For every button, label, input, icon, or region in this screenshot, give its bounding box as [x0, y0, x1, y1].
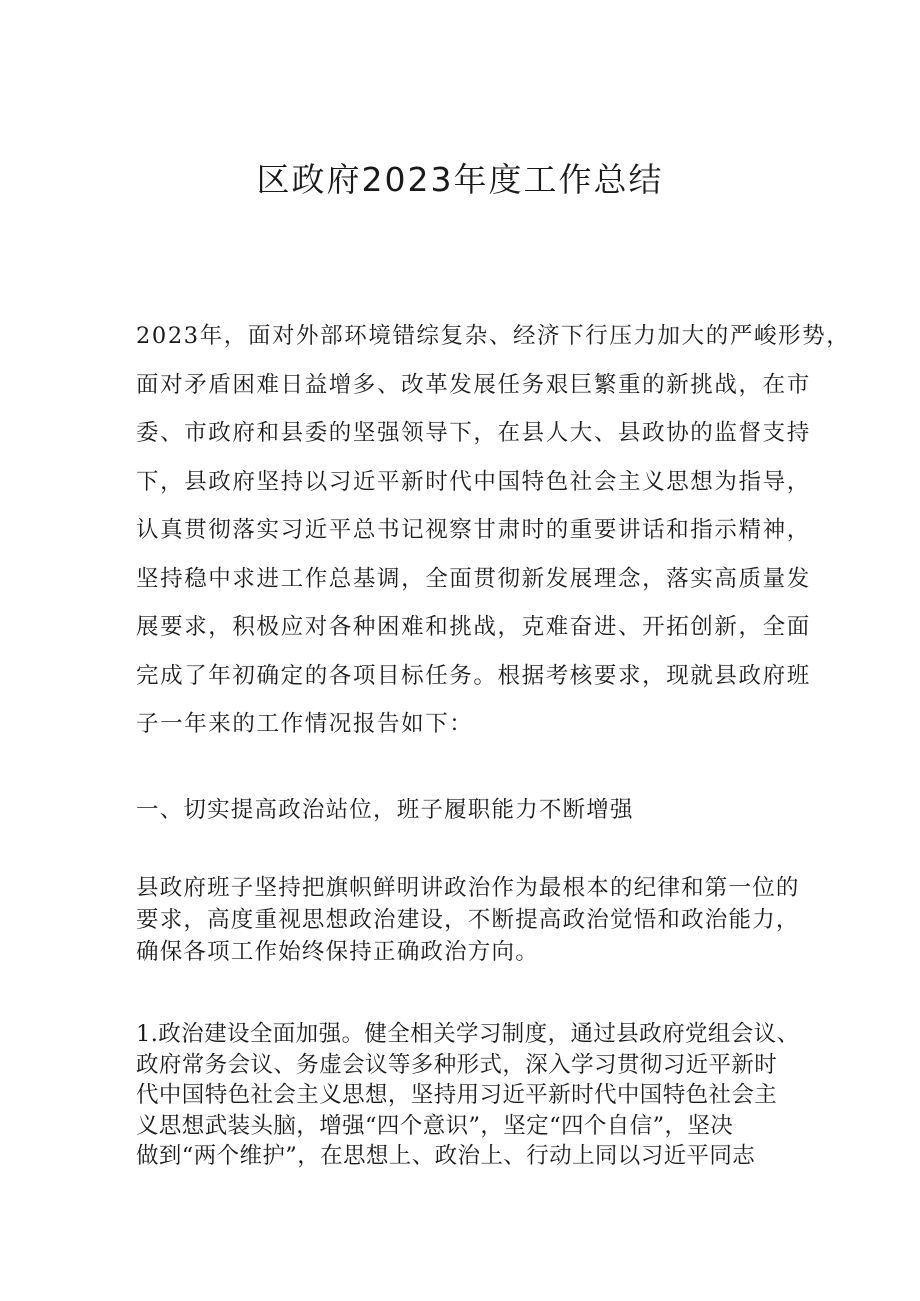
- intro-line: 坚持稳中求进工作总基调，全面贯彻新发展理念，落实高质量发: [136, 565, 811, 592]
- intro-line: 子一年来的工作情况报告如下：: [136, 711, 474, 737]
- intro-line: 完成了年初确定的各项目标任务。根据考核要求，现就县政府班: [136, 662, 811, 689]
- intro-line: 下，县政府坚持以习近平新时代中国特色社会主义思想为指导，: [136, 468, 811, 495]
- intro-paragraph: [136, 312, 851, 749]
- section-heading: [136, 790, 816, 830]
- section-intro-line: 要求，高度重视思想政治建设，不断提高政治觉悟和政治能力，: [136, 907, 800, 933]
- item-1-paragraph: [136, 1019, 816, 1172]
- item-1-line: 义思想武装头脑，增强“四个意识”，坚定“四个自信”，坚决: [136, 1112, 734, 1139]
- document-title: 区政府2023年度工作总结: [256, 160, 664, 200]
- item-1-line: 做到“两个维护”，在思想上、政治上、行动上同以习近平同志: [136, 1143, 756, 1169]
- item-1-line: 政府常务会议、务虚会议等多种形式，深入学习贯彻习近平新时: [136, 1051, 778, 1078]
- section-intro-paragraph: [136, 872, 816, 968]
- intro-line: 展要求，积极应对各种困难和挑战，克难奋进、开拓创新，全面: [136, 614, 811, 640]
- intro-line: 认真贯彻落实习近平总书记视察甘肃时的重要讲话和指示精神，: [136, 517, 811, 543]
- item-1-line: 1.政治建设全面加强。健全相关学习制度，通过县政府党组会议、: [136, 1021, 800, 1047]
- intro-line: 面对矛盾困难日益增多、改革发展任务艰巨繁重的新挑战，在市: [136, 371, 811, 398]
- section-heading-text: 一、切实提高政治站位，班子履职能力不断增强: [136, 797, 634, 823]
- intro-line: 2023年，面对外部环境错综复杂、经济下行压力加大的严峻形势，: [136, 323, 851, 349]
- section-intro-line: 县政府班子坚持把旗帜鲜明讲政治作为最根本的纪律和第一位的: [136, 875, 800, 901]
- intro-line: 委、市政府和县委的坚强领导下，在县人大、县政协的监督支持: [136, 420, 811, 446]
- section-intro-line: 确保各项工作始终保持正确政治方向。: [136, 939, 539, 965]
- item-1-line: 代中国特色社会主义思想，坚持用习近平新时代中国特色社会主: [136, 1082, 778, 1108]
